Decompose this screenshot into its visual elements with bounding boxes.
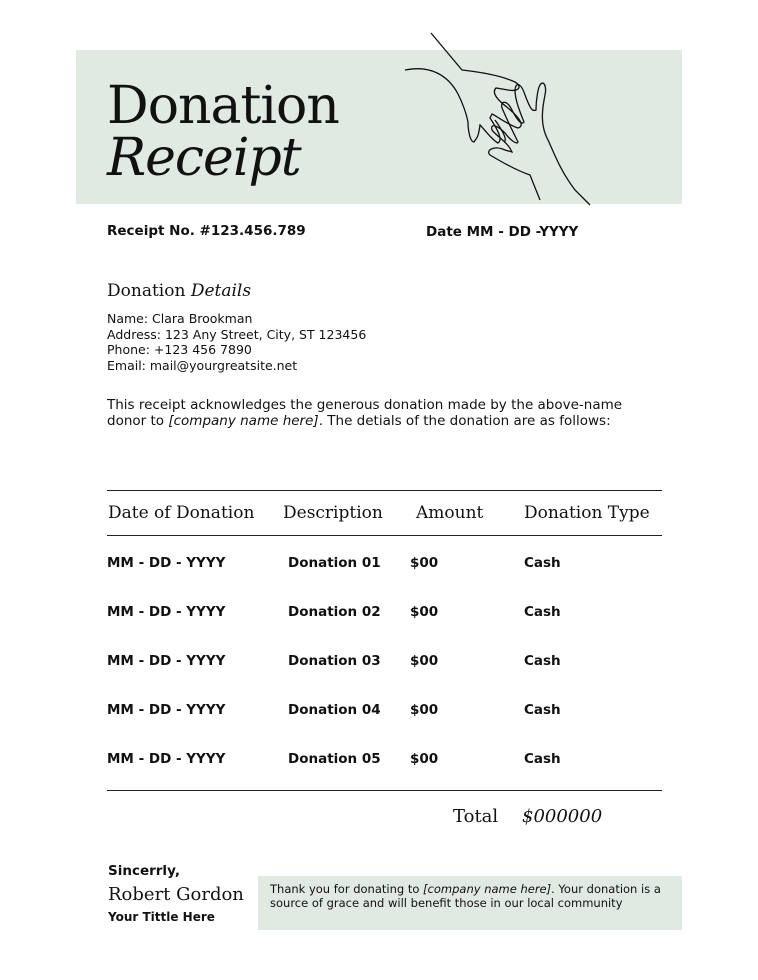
col-header-type: Donation Type [524, 503, 650, 523]
cell-description: Donation 05 [288, 751, 381, 767]
donor-phone: Phone: +123 456 7890 [107, 342, 252, 357]
signer-name: Robert Gordon [108, 884, 244, 905]
details-heading-italic: Details [190, 281, 252, 301]
thanks-before: Thank you for donating to [270, 882, 424, 896]
cell-amount: $00 [410, 751, 439, 767]
table-bottom-rule [107, 790, 662, 791]
donor-name: Name: Clara Brookman [107, 311, 253, 326]
cell-description: Donation 03 [288, 653, 381, 669]
thanks-after: . Your donation is a source of grace and will benefit those in our local community [270, 882, 661, 910]
signer-title: Your Tittle Here [108, 910, 215, 924]
cell-date: MM - DD - YYYY [107, 702, 226, 718]
thanks-company: [company name here] [423, 882, 552, 896]
cell-amount: $00 [410, 604, 439, 620]
cell-date: MM - DD - YYYY [107, 555, 226, 571]
ack-before: This receipt acknowledges the generous donation made by the above-name donor to [107, 397, 623, 429]
donor-address: Address: 123 Any Street, City, ST 123456 [107, 326, 367, 342]
thank-you-note [258, 876, 682, 930]
cell-amount: $00 [410, 653, 439, 669]
col-header-date: Date of Donation [108, 503, 255, 523]
cell-type: Cash [524, 702, 561, 718]
details-heading [107, 281, 251, 301]
cell-amount: $00 [410, 702, 439, 718]
cell-date: MM - DD - YYYY [107, 653, 226, 669]
hands-illustration-icon [400, 30, 670, 230]
total-value: $000000 [522, 806, 603, 827]
title-line2: Receipt [107, 128, 301, 188]
table-top-rule [107, 490, 662, 491]
title-line1: Donation [107, 76, 339, 136]
receipt-number: Receipt No. #123.456.789 [107, 223, 306, 239]
acknowledgement-text [107, 397, 662, 429]
cell-type: Cash [524, 653, 561, 669]
cell-date: MM - DD - YYYY [107, 604, 226, 620]
col-header-description: Description [283, 503, 383, 523]
cell-description: Donation 01 [288, 555, 381, 571]
ack-company: [company name here] [168, 413, 319, 429]
cell-date: MM - DD - YYYY [107, 751, 226, 767]
col-header-amount: Amount [416, 503, 484, 523]
cell-description: Donation 02 [288, 604, 381, 620]
cell-type: Cash [524, 604, 561, 620]
details-heading-regular: Donation [107, 281, 186, 301]
cell-description: Donation 04 [288, 702, 381, 718]
donor-info [107, 311, 366, 373]
cell-type: Cash [524, 751, 561, 767]
total-label: Total [453, 806, 499, 827]
cell-amount: $00 [410, 555, 439, 571]
table-header-rule [107, 535, 662, 536]
donor-email: Email: mail@yourgreatsite.net [107, 357, 298, 373]
cell-type: Cash [524, 555, 561, 571]
receipt-date: Date MM - DD -YYYY [426, 224, 579, 240]
ack-after: . The detials of the donation are as follows: [318, 413, 611, 429]
closing: Sincerrly, [108, 863, 180, 879]
